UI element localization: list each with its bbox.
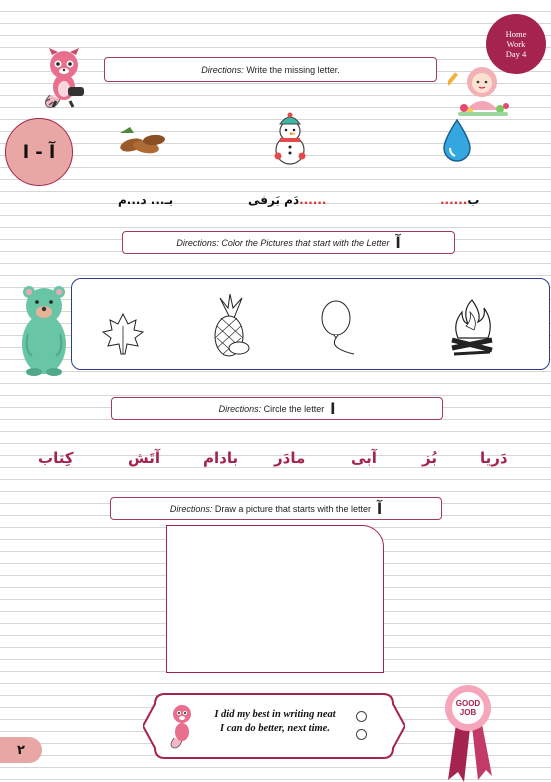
good-job-ribbon-icon xyxy=(438,684,498,782)
circle-word-4[interactable]: مادَر xyxy=(274,449,306,467)
homework-line2: Work xyxy=(506,39,526,49)
directions-letter: ا xyxy=(330,399,336,418)
directions-text: Draw a picture that starts with the letter xyxy=(214,503,371,514)
missing-letter-word-2 xyxy=(248,193,326,207)
leaf-icon[interactable] xyxy=(100,310,146,356)
blank-dots: ...... xyxy=(440,193,468,207)
directions-letter: آ xyxy=(376,499,383,518)
pineapple-icon[interactable] xyxy=(206,294,252,360)
directions-letter: آ xyxy=(395,233,401,252)
good-job-line1: GOOD xyxy=(455,699,481,708)
word-text: بـ... د...م xyxy=(118,193,174,207)
directions-text: Color the Pictures that start with the Letter xyxy=(221,237,390,248)
circle-word-5[interactable]: بادام xyxy=(203,449,239,467)
homework-line3: Day 4 xyxy=(505,49,527,59)
directions-prefix: Directions: xyxy=(176,237,219,248)
self-assessment-line-2: I can do better, next time. xyxy=(220,723,330,734)
checkbox-circle-1[interactable] xyxy=(356,711,367,722)
circle-word-6[interactable]: آتَش xyxy=(128,449,160,467)
directions-color-pictures xyxy=(122,231,455,254)
good-job-line2: JOB xyxy=(459,708,477,717)
directions-write-missing-letter xyxy=(104,57,437,82)
word-text: دَم بَرفی xyxy=(248,193,300,207)
self-assessment-line-1: I did my best in writing neat xyxy=(214,709,336,720)
circle-word-7[interactable]: کِتاب xyxy=(38,449,74,467)
word-text: ب xyxy=(467,193,480,207)
lesson-letter-badge xyxy=(5,118,73,186)
red-panda-small-icon xyxy=(168,700,196,750)
checkbox-circle-2[interactable] xyxy=(356,729,367,740)
drawing-area[interactable] xyxy=(166,525,384,673)
red-panda-mascot-icon xyxy=(40,47,92,109)
page-number-text: ۲ xyxy=(17,742,25,758)
missing-letter-word-3 xyxy=(118,193,173,207)
circle-word-2[interactable]: بُز xyxy=(422,449,437,467)
directions-prefix: Directions: xyxy=(201,64,244,75)
water-drop-icon xyxy=(440,118,474,164)
lesson-letter-text: آ - ا xyxy=(22,141,56,163)
directions-draw-picture xyxy=(110,497,442,520)
missing-letter-word-1 xyxy=(440,193,479,207)
snowman-icon xyxy=(271,112,309,166)
directions-text: Write the missing letter. xyxy=(246,64,340,75)
homework-line1: Home xyxy=(505,29,527,39)
circle-word-1[interactable]: دَریا xyxy=(480,449,508,467)
directions-prefix: Directions: xyxy=(169,503,213,514)
directions-circle-letter xyxy=(111,397,443,420)
circle-word-3[interactable]: آبی xyxy=(351,449,377,467)
directions-prefix: Directions: xyxy=(218,403,262,414)
directions-text: Circle the letter xyxy=(263,403,325,414)
blank-dots: ...... xyxy=(299,193,327,207)
almonds-icon xyxy=(112,123,168,159)
balloon-icon[interactable] xyxy=(318,298,358,358)
campfire-icon[interactable] xyxy=(448,296,496,358)
green-bear-mascot-icon xyxy=(18,284,70,376)
page-number xyxy=(0,737,42,763)
girl-with-pencil-icon xyxy=(448,62,516,116)
